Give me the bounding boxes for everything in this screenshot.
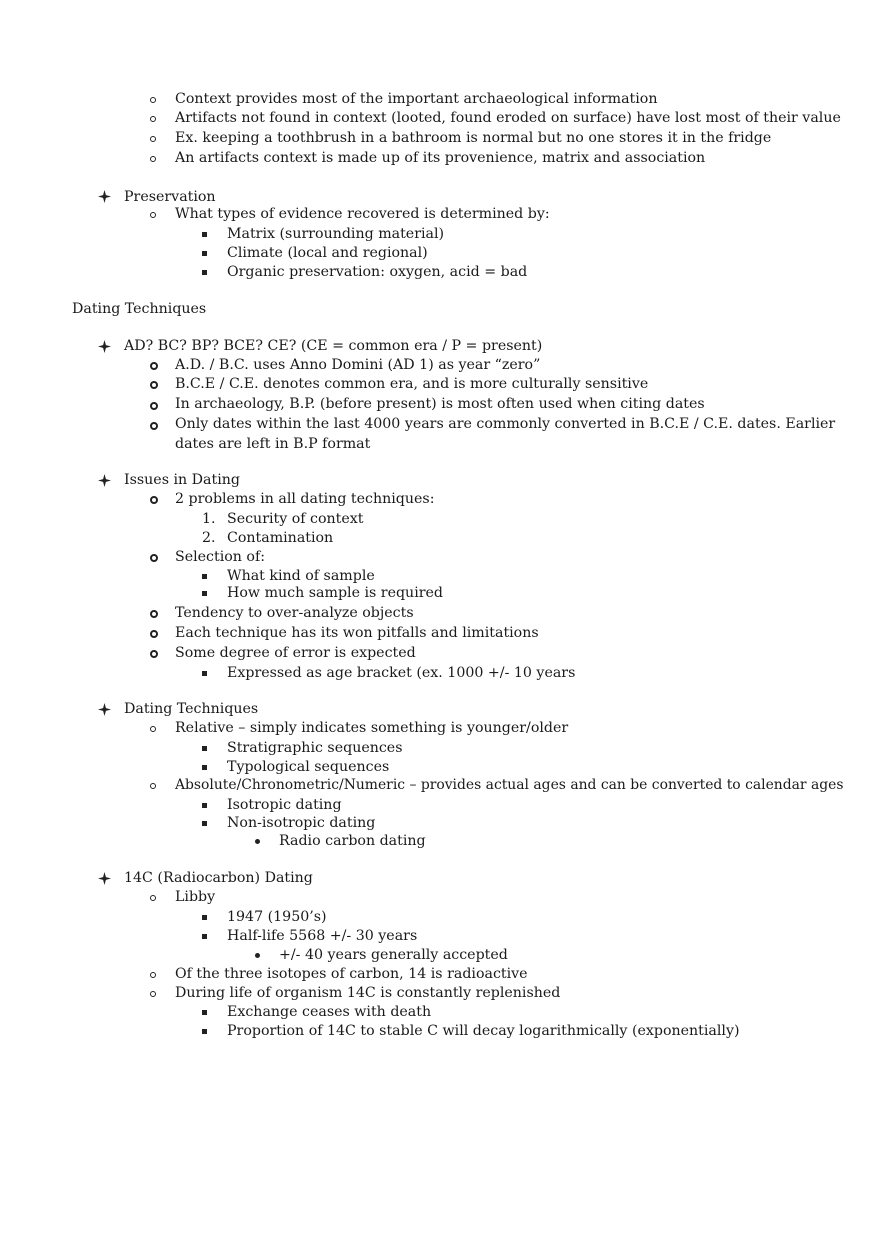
list-item: +/- 40 years generally accepted — [279, 947, 508, 963]
list-item: Contamination — [227, 530, 334, 546]
circle-bullet-icon — [150, 136, 156, 142]
square-bullet-icon — [202, 671, 207, 676]
list-item-continuation: dates are left in B.P format — [175, 436, 371, 452]
list-item: Ex. keeping a toothbrush in a bathroom is normal but no one stores it in the fridge — [175, 130, 772, 146]
list-item: Exchange ceases with death — [227, 1004, 432, 1020]
circle-bullet-icon — [150, 496, 158, 504]
list-item: Each technique has its won pitfalls and limitations — [175, 625, 539, 641]
section-heading: AD? BC? BP? BCE? CE? (CE = common era / P = present) — [124, 338, 543, 354]
list-item: Security of context — [227, 511, 364, 527]
diamond-bullet-icon — [98, 872, 111, 885]
list-item: Of the three isotopes of carbon, 14 is radioactive — [175, 966, 528, 982]
list-item: Isotropic dating — [227, 797, 342, 813]
list-item: Climate (local and regional) — [227, 245, 428, 261]
list-item: Expressed as age bracket (ex. 1000 +/- 10 years — [227, 665, 576, 681]
circle-bullet-icon — [150, 610, 158, 618]
list-number: 1. — [202, 511, 216, 527]
square-bullet-icon — [202, 746, 207, 751]
list-item: In archaeology, B.P. (before present) is most often used when citing dates — [175, 396, 705, 412]
list-item: Absolute/Chronometric/Numeric – provides actual ages and can be converted to calendar ages — [175, 777, 844, 793]
circle-bullet-icon — [150, 972, 156, 978]
list-item: Libby — [175, 889, 216, 905]
circle-bullet-icon — [150, 381, 158, 389]
list-item: Tendency to over-analyze objects — [175, 605, 414, 621]
circle-bullet-icon — [150, 362, 158, 370]
circle-bullet-icon — [150, 422, 158, 430]
square-bullet-icon — [202, 934, 207, 939]
list-item: 2 problems in all dating techniques: — [175, 491, 435, 507]
circle-bullet-icon — [150, 212, 156, 218]
list-item: How much sample is required — [227, 585, 443, 601]
circle-bullet-icon — [150, 116, 156, 122]
circle-bullet-icon — [150, 783, 156, 789]
dot-bullet-icon — [255, 953, 260, 958]
section-heading: Dating Techniques — [124, 701, 259, 717]
section-heading: 14C (Radiocarbon) Dating — [124, 870, 313, 886]
list-item: Some degree of error is expected — [175, 645, 416, 661]
square-bullet-icon — [202, 1010, 207, 1015]
list-item: Relative – simply indicates something is younger/older — [175, 720, 569, 736]
list-item: Radio carbon dating — [279, 833, 426, 849]
list-item: Matrix (surrounding material) — [227, 226, 445, 242]
list-item: What types of evidence recovered is determined by: — [175, 206, 550, 222]
list-item: A.D. / B.C. uses Anno Domini (AD 1) as year “zero” — [175, 357, 541, 373]
square-bullet-icon — [202, 915, 207, 920]
section-heading: Preservation — [124, 189, 216, 205]
list-item: Artifacts not found in context (looted, found eroded on surface) have lost most of their value — [175, 110, 841, 126]
diamond-bullet-icon — [98, 703, 111, 716]
diamond-bullet-icon — [98, 340, 111, 353]
list-item: Selection of: — [175, 549, 265, 565]
circle-bullet-icon — [150, 895, 156, 901]
list-item: Proportion of 14C to stable C will decay logarithmically (exponentially) — [227, 1023, 740, 1039]
list-item: Context provides most of the important archaeological information — [175, 91, 658, 107]
list-item: Non-isotropic dating — [227, 815, 376, 831]
list-item: Organic preservation: oxygen, acid = bad — [227, 264, 528, 280]
diamond-bullet-icon — [98, 474, 111, 487]
square-bullet-icon — [202, 251, 207, 256]
diamond-bullet-icon — [98, 190, 111, 203]
circle-bullet-icon — [150, 650, 158, 658]
square-bullet-icon — [202, 1029, 207, 1034]
section-heading: Issues in Dating — [124, 472, 240, 488]
circle-bullet-icon — [150, 402, 158, 410]
list-item: Half-life 5568 +/- 30 years — [227, 928, 418, 944]
list-item: Typological sequences — [227, 759, 390, 775]
dot-bullet-icon — [255, 839, 260, 844]
circle-bullet-icon — [150, 97, 156, 103]
list-item: Stratigraphic sequences — [227, 740, 403, 756]
list-number: 2. — [202, 530, 216, 546]
square-bullet-icon — [202, 574, 207, 579]
list-item: An artifacts context is made up of its provenience, matrix and association — [175, 150, 706, 166]
page-heading: Dating Techniques — [72, 301, 207, 317]
square-bullet-icon — [202, 232, 207, 237]
list-item: B.C.E / C.E. denotes common era, and is more culturally sensitive — [175, 376, 649, 392]
square-bullet-icon — [202, 803, 207, 808]
circle-bullet-icon — [150, 156, 156, 162]
list-item: During life of organism 14C is constantly replenished — [175, 985, 561, 1001]
list-item: 1947 (1950’s) — [227, 909, 327, 925]
circle-bullet-icon — [150, 726, 156, 732]
list-item: What kind of sample — [227, 568, 375, 584]
square-bullet-icon — [202, 821, 207, 826]
list-item: Only dates within the last 4000 years are commonly converted in B.C.E / C.E. dates. Earlier — [175, 416, 836, 432]
circle-bullet-icon — [150, 630, 158, 638]
square-bullet-icon — [202, 270, 207, 275]
circle-bullet-icon — [150, 554, 158, 562]
square-bullet-icon — [202, 765, 207, 770]
square-bullet-icon — [202, 591, 207, 596]
circle-bullet-icon — [150, 991, 156, 997]
